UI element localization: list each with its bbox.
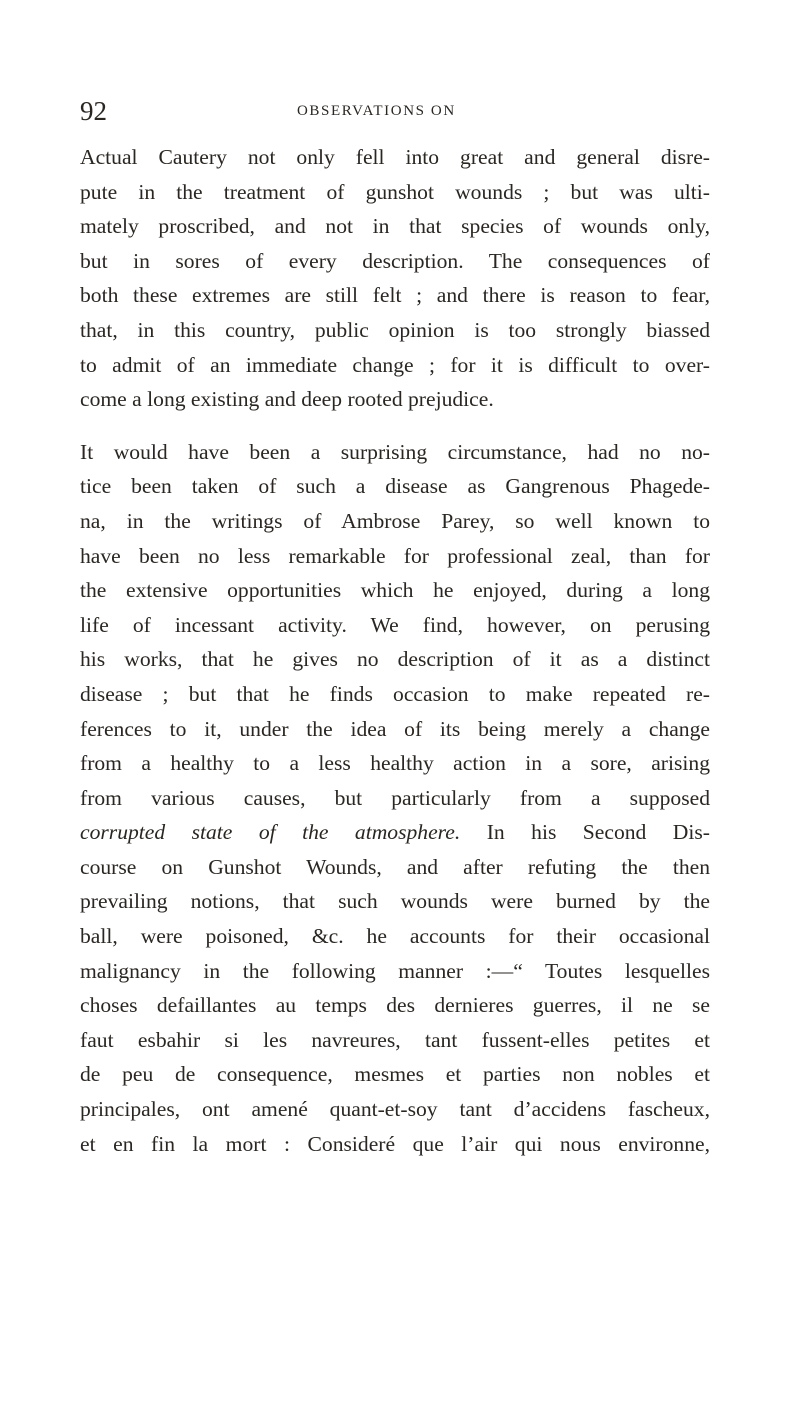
text-line: Actual Cautery not only fell into great and general disre- [80, 145, 710, 169]
line-remainder: In his Second Dis- [460, 820, 710, 845]
running-title: OBSERVATIONS ON [297, 103, 456, 119]
text-line: from various causes, but particularly from a supposed [80, 785, 710, 810]
paragraph-2 [80, 435, 710, 1161]
text-line: have been no less remarkable for professional zeal, than for [80, 543, 710, 568]
text-line: principales, ont amené quant-et-soy tant d’accidens fascheux, [80, 1097, 710, 1122]
text-line: tice been taken of such a disease as Gangrenous Phagede- [80, 474, 710, 499]
paragraph-1 [80, 140, 710, 417]
text-line: but in sores of every description. The consequences of [80, 248, 710, 273]
text-line: both these extremes are still felt ; and there is reason to fear, [80, 283, 710, 308]
text-line-italic [80, 815, 710, 850]
text-line: come a long existing and deep rooted prejudice. [80, 387, 494, 412]
body-text [80, 140, 710, 1161]
running-head [80, 94, 720, 134]
text-line: et en fin la mort : Consideré que l’air qui nous environne, [80, 1131, 710, 1156]
page-number: 92 [80, 96, 107, 126]
text-line: malignancy in the following manner :—“ Toutes lesquelles [80, 958, 710, 983]
paragraph-gap [80, 417, 710, 435]
text-line: his works, that he gives no description of it as a distinct [80, 647, 710, 672]
text-line: faut esbahir si les navreures, tant fussent-elles petites et [80, 1027, 710, 1052]
text-line: from a healthy to a less healthy action in a sore, arising [80, 751, 710, 776]
text-line: life of incessant activity. We find, however, on perusing [80, 612, 710, 637]
text-line: prevailing notions, that such wounds were burned by the [80, 889, 710, 914]
italic-phrase: corrupted state of the atmosphere. [80, 820, 461, 845]
text-line: the extensive opportunities which he enjoyed, during a long [80, 578, 710, 603]
text-line: to admit of an immediate change ; for it is difficult to over- [80, 352, 710, 377]
text-line: ball, were poisoned, &c. he accounts for their occasional [80, 924, 710, 949]
text-line: It would have been a surprising circumstance, had no no- [80, 439, 710, 464]
text-line: ferences to it, under the idea of its being merely a change [80, 716, 710, 741]
text-line: course on Gunshot Wounds, and after refuting the then [80, 854, 710, 879]
text-line: mately proscribed, and not in that species of wounds only, [80, 214, 710, 239]
text-line: na, in the writings of Ambrose Parey, so well known to [80, 508, 710, 533]
text-line: de peu de consequence, mesmes et parties non nobles et [80, 1062, 710, 1087]
text-line: choses defaillantes au temps des dernieres guerres, il ne se [80, 993, 710, 1018]
text-line: disease ; but that he finds occasion to make repeated re- [80, 681, 710, 706]
text-line: pute in the treatment of gunshot wounds ; but was ulti- [80, 179, 710, 204]
text-line: that, in this country, public opinion is too strongly biassed [80, 317, 710, 342]
